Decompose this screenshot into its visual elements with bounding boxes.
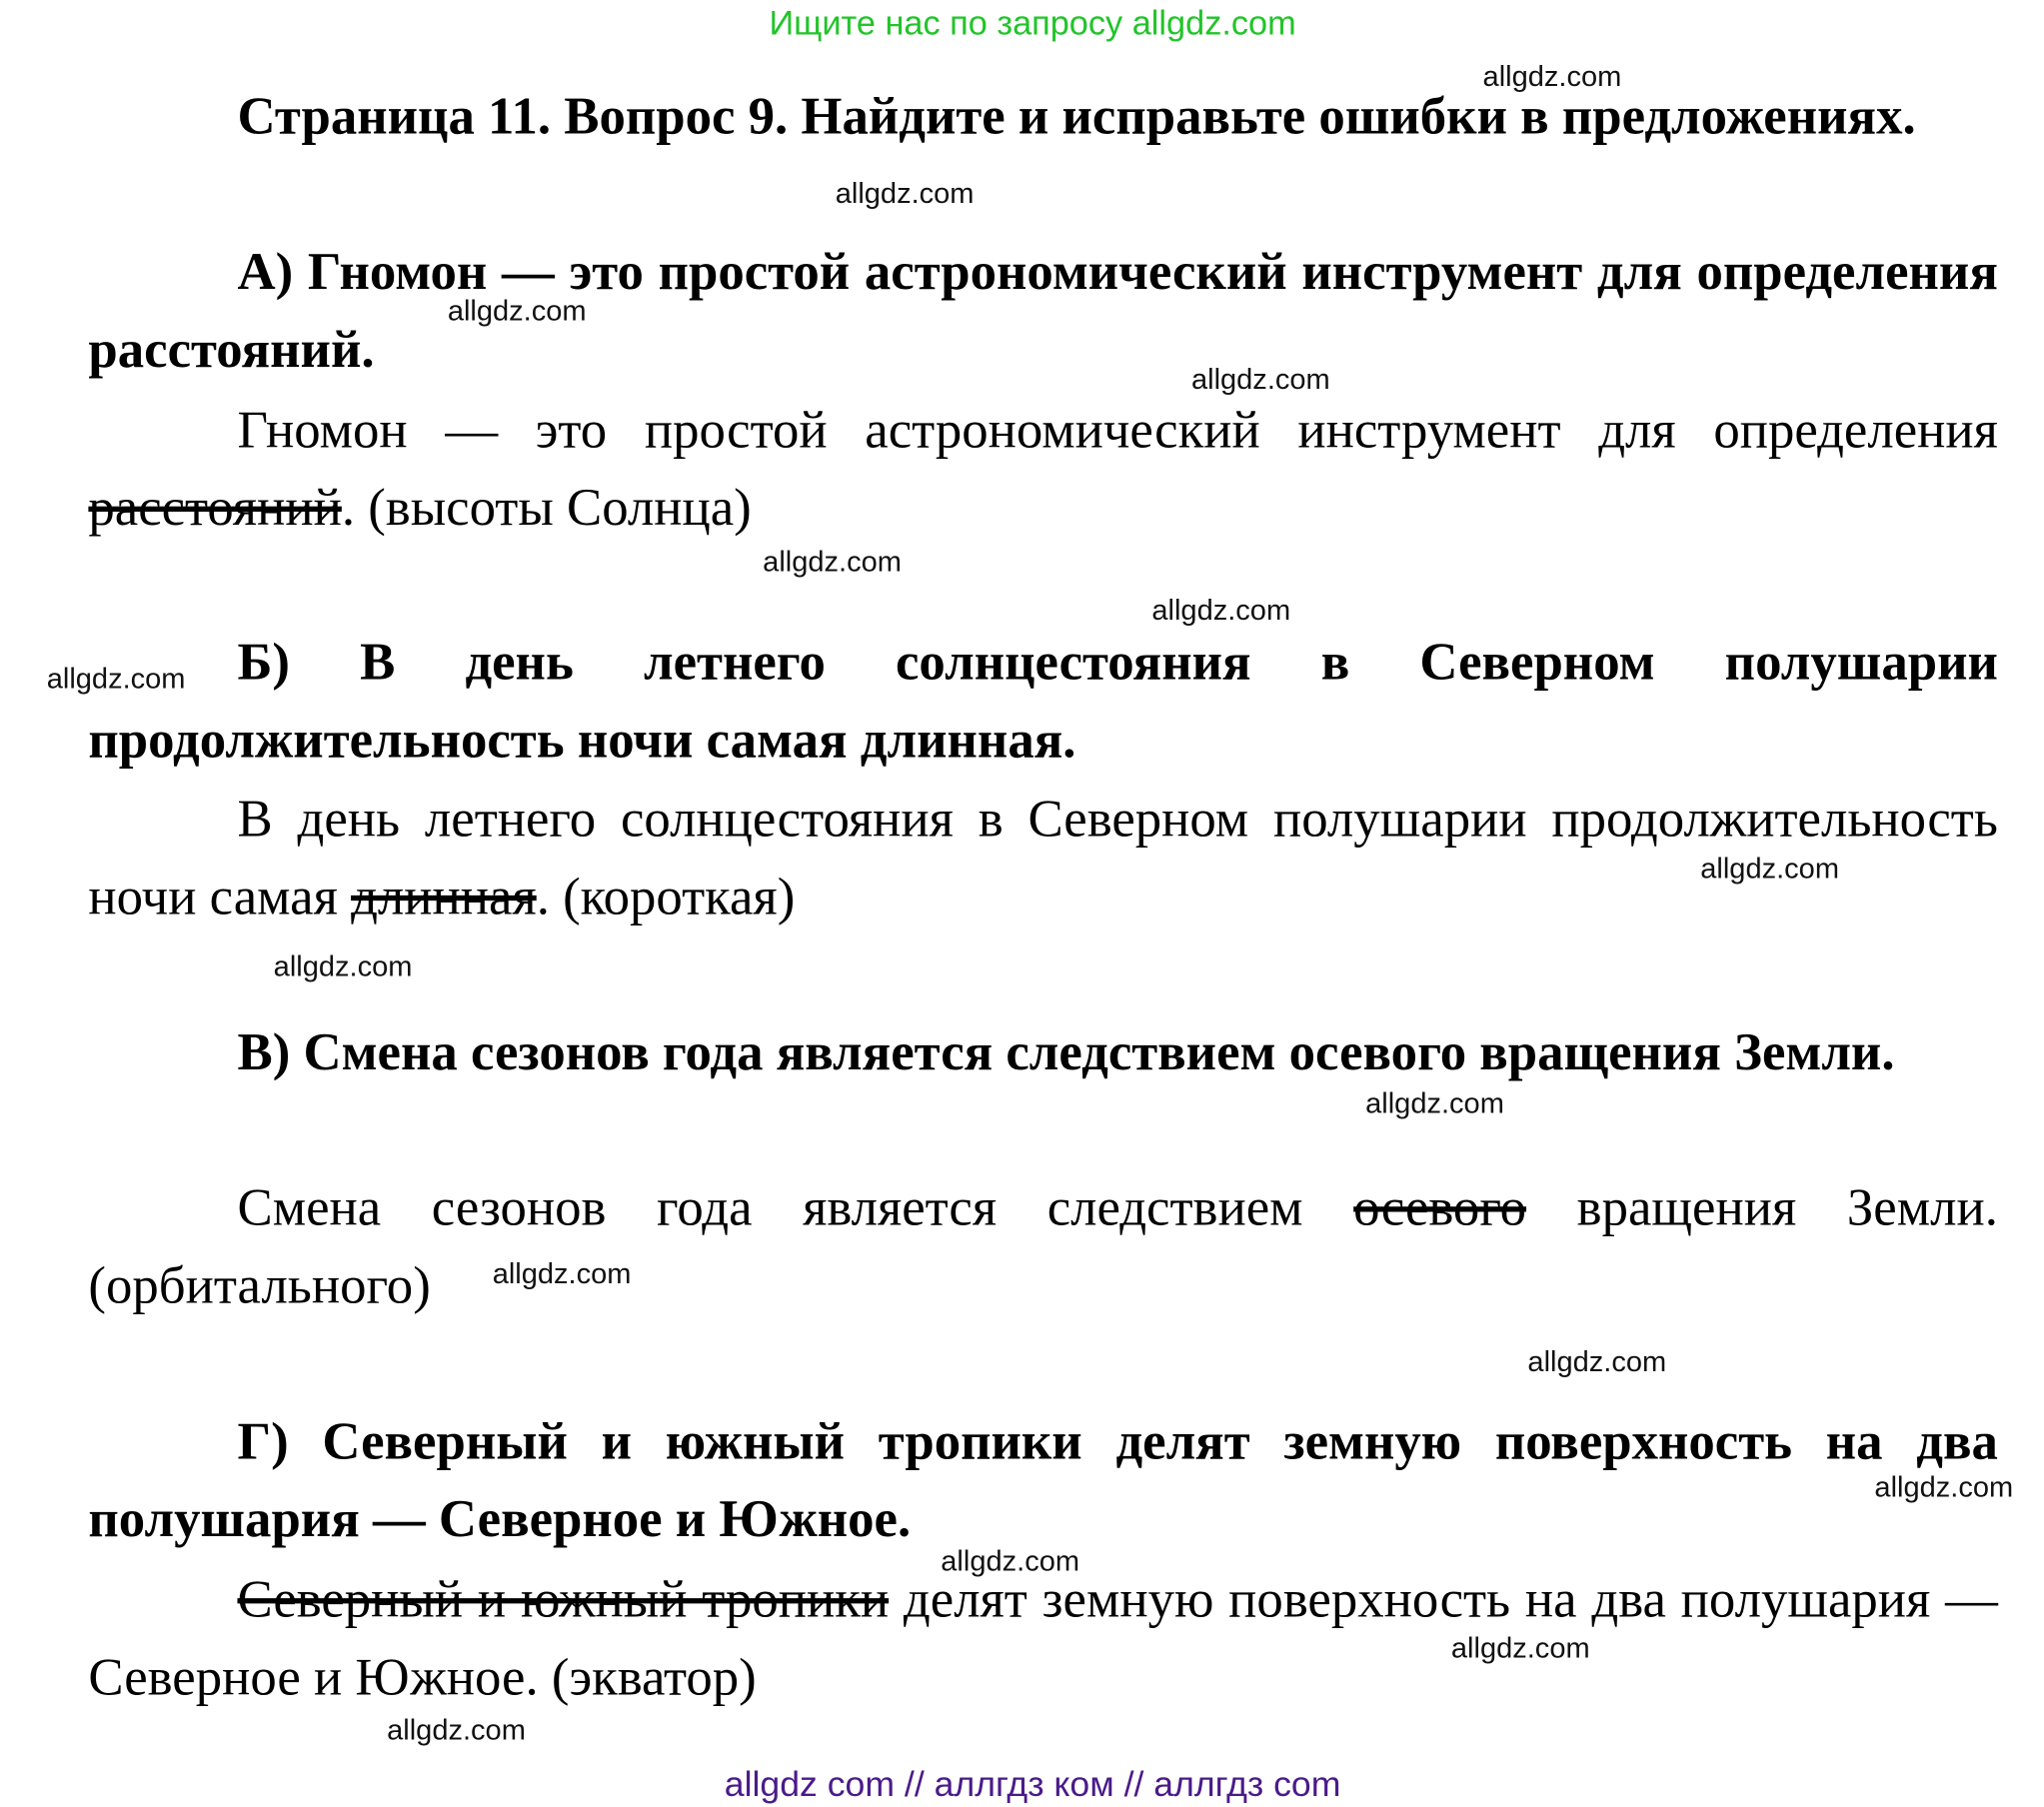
watermark: allgdz.com: [1874, 1470, 2014, 1504]
watermark: allgdz.com: [387, 1712, 526, 1746]
footer-links: allgdz com // аллгдз ком // аллгдз com: [724, 1764, 1341, 1804]
struck-word: длинная: [351, 866, 537, 926]
statement-v: В) Смена сезонов года является следствием осевого вращения Земли.: [237, 1021, 1895, 1081]
correction: . (короткая): [536, 866, 796, 926]
watermark: allgdz.com: [1527, 1344, 1667, 1378]
correction: делят земную поверхность на два полушария — Северное и Южное. (экватор): [88, 1569, 1998, 1707]
statement-g: Г) Северный и южный тропики делят земную поверхность на два полушария — Северное и Южное.: [88, 1410, 1998, 1548]
correction: вращения Земли. (орбитального): [88, 1177, 1998, 1315]
struck-word: Северный и южный тропики: [237, 1569, 890, 1629]
struck-word: расстояний: [88, 477, 342, 537]
answer-a: [88, 391, 1997, 547]
struck-word: осевого: [1353, 1177, 1527, 1237]
answer-text: В день летнего солнцестояния в Северном полушарии продолжительность ночи самая: [88, 789, 1998, 926]
statement-a: А) Гномон — это простой астрономический инструмент для определения расстояний.: [88, 241, 1998, 379]
watermark: allgdz.com: [1482, 59, 1622, 93]
answer-text: Гномон — это простой астрономический инструмент для определения: [237, 399, 1998, 460]
watermark: allgdz.com: [1365, 1086, 1504, 1120]
answer-text: Смена сезонов года является следствием: [237, 1177, 1354, 1237]
watermark: allgdz.com: [1190, 362, 1330, 396]
answer-g: [88, 1560, 1997, 1716]
watermark: allgdz.com: [763, 544, 902, 578]
statement-b: Б) В день летнего солнцестояния в Северном полушарии продолжительность ночи самая длинная.: [88, 631, 1998, 770]
correction: . (высоты Солнца): [341, 477, 752, 537]
watermark: allgdz.com: [835, 176, 975, 210]
watermark: allgdz.com: [46, 662, 186, 696]
answer-v: [88, 1168, 1997, 1324]
watermark: allgdz.com: [1450, 1631, 1590, 1665]
question-title: Страница 11. Вопрос 9. Найдите и исправьте ошибки в предложениях.: [237, 85, 1916, 146]
promo-header: Ищите нас по запросу allgdz.com: [769, 2, 1296, 43]
watermark: allgdz.com: [1151, 593, 1291, 627]
watermark: allgdz.com: [447, 294, 587, 328]
watermark: allgdz.com: [1700, 852, 1840, 886]
watermark: allgdz.com: [273, 948, 413, 982]
watermark: allgdz.com: [941, 1544, 1080, 1578]
watermark: allgdz.com: [492, 1256, 632, 1290]
